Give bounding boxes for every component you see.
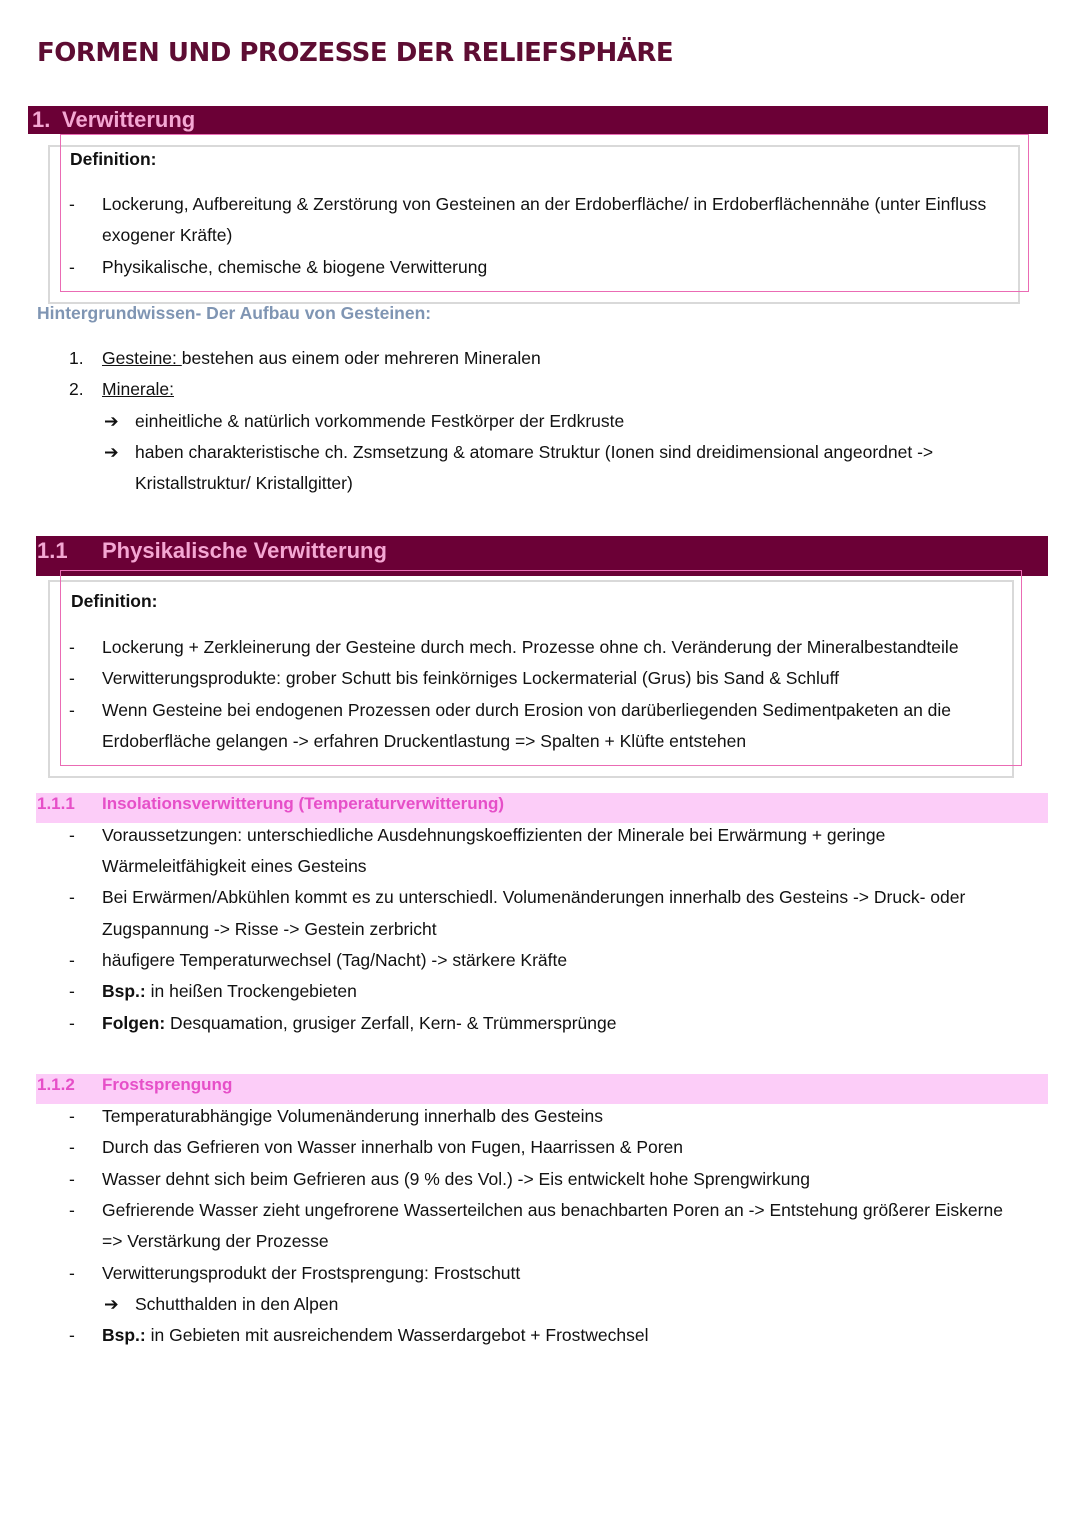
bullet-dash: - [69, 194, 75, 214]
list-text: Durch das Gefrieren von Wasser innerhalb von Fugen, Haarrissen & Poren [102, 1137, 684, 1157]
background-heading: Hintergrundwissen- Der Aufbau von Gesteinen: [37, 303, 432, 323]
bullet-dash: - [69, 257, 75, 277]
definition-text: Physikalische, chemische & biogene Verwitterung [102, 257, 488, 277]
definition-text: Lockerung, Aufbereitung & Zerstörung von Gesteinen an der Erdoberfläche/ in Erdoberflächennähe (unter Einfluss [102, 194, 987, 214]
bullet-dash: - [69, 700, 75, 720]
bullet-dash: - [69, 1013, 75, 1033]
example-label: Bsp.: [102, 1325, 146, 1345]
list-text: Wasser dehnt sich beim Gefrieren aus (9 % des Vol.) -> Eis entwickelt hohe Sprengwirkung [102, 1169, 810, 1189]
consequence-text: Desquamation, grusiger Zerfall, Kern- & Trümmersprünge [165, 1013, 617, 1033]
arrow-icon: ➔ [104, 442, 119, 462]
section-1-1-2-title: Frostsprengung [102, 1075, 233, 1094]
numbered-item [102, 347, 541, 369]
bullet-dash: - [69, 981, 75, 1001]
consequence-line [102, 1012, 616, 1034]
arrow-text: haben charakteristische ch. Zsmsetzung & atomare Struktur (Ionen sind dreidimensional angeordnet -> [135, 442, 934, 462]
example-line [102, 980, 357, 1002]
section-1-title: Verwitterung [62, 107, 196, 132]
arrow-text: Kristallstruktur/ Kristallgitter) [135, 473, 353, 493]
section-1-header [28, 106, 1048, 134]
bullet-dash: - [69, 668, 75, 688]
section-1-1-2-header [36, 1074, 1048, 1104]
example-line [102, 1324, 648, 1346]
bullet-dash: - [69, 1263, 75, 1283]
definition-text: Erdoberfläche gelangen -> erfahren Druckentlastung => Spalten + Klüfte entstehen [102, 731, 747, 751]
definition-text: Lockerung + Zerkleinerung der Gesteine durch mech. Prozesse ohne ch. Veränderung der Mineralbestandteile [102, 637, 959, 657]
definition-text: Verwitterungsprodukte: grober Schutt bis feinkörniges Lockermaterial (Grus) bis Sand & Schluff [102, 668, 839, 688]
example-text: in Gebieten mit ausreichendem Wasserdargebot + Frostwechsel [145, 1325, 649, 1345]
definition-text: Wenn Gesteine bei endogenen Prozessen oder durch Erosion von darüberliegenden Sedimentpaketen an die [102, 700, 952, 720]
bullet-dash: - [69, 887, 75, 907]
arrow-text: Schutthalden in den Alpen [135, 1294, 339, 1314]
bullet-dash: - [69, 1325, 75, 1345]
definition-label: Definition: [71, 591, 158, 611]
page-title: FORMEN UND PROZESSE DER RELIEFSPHÄRE [37, 38, 674, 68]
list-text: Verwitterungsprodukt der Frostsprengung: Frostschutt [102, 1263, 521, 1283]
consequence-label: Folgen: [102, 1013, 166, 1033]
numbered-item-number: 1. [69, 348, 84, 368]
example-label: Bsp.: [102, 981, 146, 1001]
bullet-dash: - [69, 950, 75, 970]
arrow-icon: ➔ [104, 1294, 119, 1314]
bullet-dash: - [69, 637, 75, 657]
bullet-dash: - [69, 825, 75, 845]
term-gesteine: Gesteine: [102, 348, 182, 368]
term-minerale: Minerale: [102, 379, 174, 399]
section-1-number: 1. [32, 107, 51, 132]
list-text: Wärmeleitfähigkeit eines Gesteins [102, 856, 367, 876]
section-1-1-2-number: 1.1.2 [37, 1075, 75, 1094]
term-description: bestehen aus einem oder mehreren Mineralen [181, 348, 541, 368]
section-1-1-1-number: 1.1.1 [37, 794, 75, 813]
section-1-1-number: 1.1 [37, 538, 68, 563]
list-text: häufigere Temperaturwechsel (Tag/Nacht) -> stärkere Kräfte [102, 950, 568, 970]
list-text: Gefrierende Wasser zieht ungefrorene Wasserteilchen aus benachbarten Poren an -> Entstehung größerer Eiskerne [102, 1200, 1003, 1220]
definition-text: exogener Kräfte) [102, 225, 233, 245]
arrow-text: einheitliche & natürlich vorkommende Festkörper der Erdkruste [135, 411, 625, 431]
bullet-dash: - [69, 1137, 75, 1157]
list-text: Bei Erwärmen/Abkühlen kommt es zu unterschiedl. Volumenänderungen innerhalb des Gesteins -> Druck- oder [102, 887, 966, 907]
list-text: Zugspannung -> Risse -> Gestein zerbricht [102, 919, 437, 939]
list-text: Voraussetzungen: unterschiedliche Ausdehnungskoeffizienten der Minerale bei Erwärmung + geringe [102, 825, 886, 845]
definition-label: Definition: [70, 149, 157, 169]
list-text: Temperaturabhängige Volumenänderung innerhalb des Gesteins [102, 1106, 604, 1126]
bullet-dash: - [69, 1106, 75, 1126]
example-text: in heißen Trockengebieten [145, 981, 357, 1001]
section-1-1-title: Physikalische Verwitterung [102, 538, 387, 563]
bullet-dash: - [69, 1169, 75, 1189]
section-1-1-1-title: Insolationsverwitterung (Temperaturverwitterung) [102, 794, 505, 813]
bullet-dash: - [69, 1200, 75, 1220]
numbered-item-number: 2. [69, 379, 84, 399]
numbered-item [102, 378, 174, 400]
list-text: => Verstärkung der Prozesse [102, 1231, 329, 1251]
section-1-1-1-header [36, 793, 1048, 823]
arrow-icon: ➔ [104, 411, 119, 431]
